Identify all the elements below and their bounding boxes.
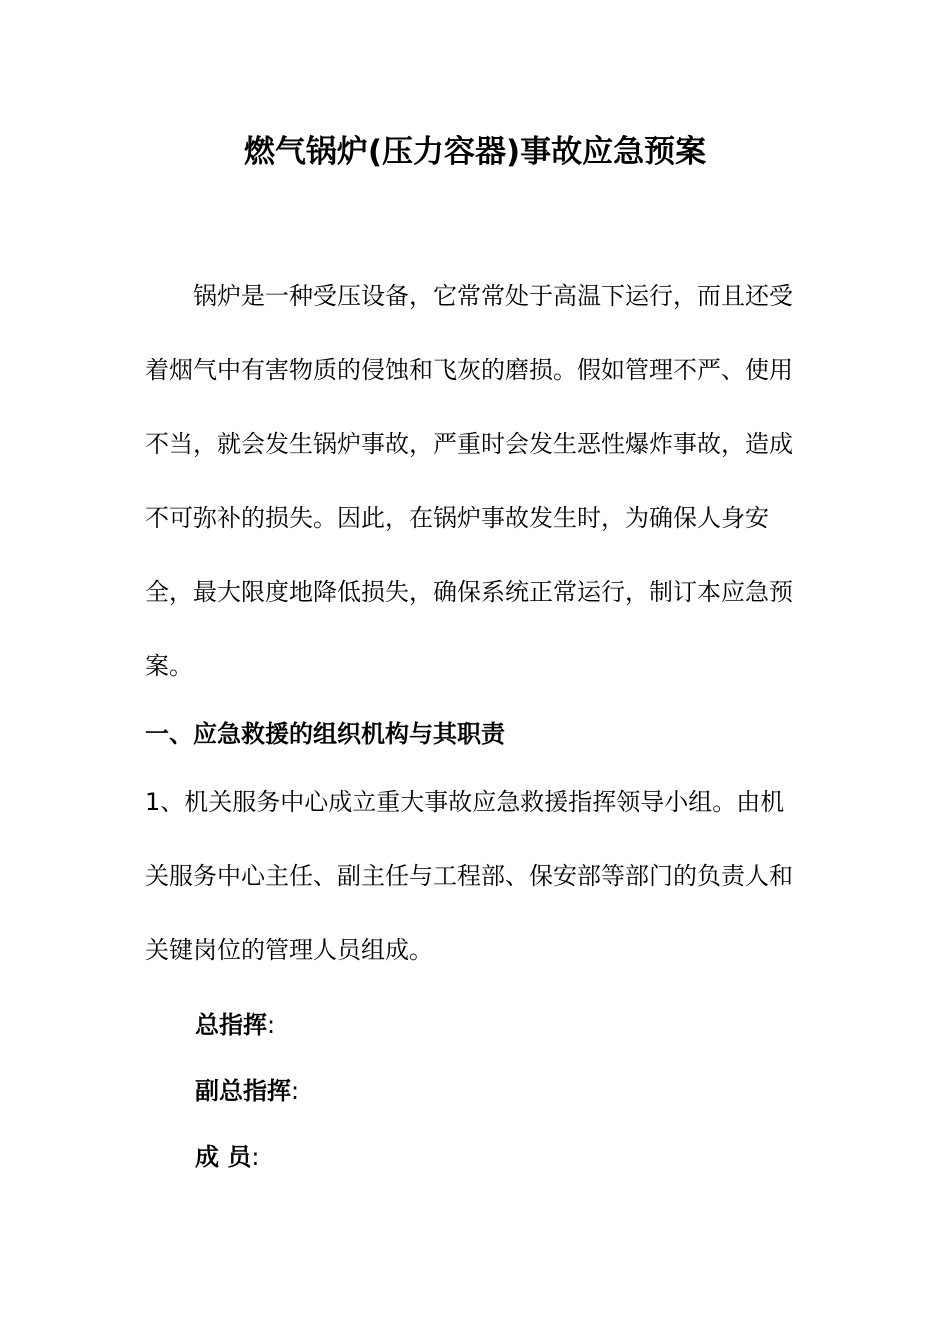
role-commander bbox=[195, 1005, 275, 1045]
role-deputy-commander bbox=[195, 1071, 299, 1111]
section-heading: 一、应急救援的组织机构与其职责 bbox=[145, 720, 505, 748]
document-title: 燃气锅炉(压力容器)事故应急预案 bbox=[243, 134, 707, 170]
role-colon: : bbox=[291, 1077, 300, 1105]
role-colon: : bbox=[251, 1143, 260, 1171]
section-item-1: 1、机关服务中心成立重大事故应急救援指挥领导小组。由机关服务中心主任、副主任与工程部、保安部等部门的负责人和关键岗位的管理人员组成。 bbox=[145, 788, 793, 964]
role-label: 副总指挥 bbox=[195, 1077, 291, 1105]
role-colon: : bbox=[267, 1011, 276, 1039]
role-label: 成 员 bbox=[195, 1143, 252, 1171]
role-members bbox=[195, 1137, 259, 1177]
role-label: 总指挥 bbox=[195, 1011, 267, 1039]
intro-paragraph: 锅炉是一种受压设备，它常常处于高温下运行，而且还受着烟气中有害物质的侵蚀和飞灰的磨损。假如管理不严、使用不当，就会发生锅炉事故，严重时会发生恶性爆炸事故，造成不可弥补的损失。因此，在锅炉事故发生时，为确保人身安全，最大限度地降低损失，确保系统正常运行，制订本应急预案。 bbox=[145, 282, 793, 680]
